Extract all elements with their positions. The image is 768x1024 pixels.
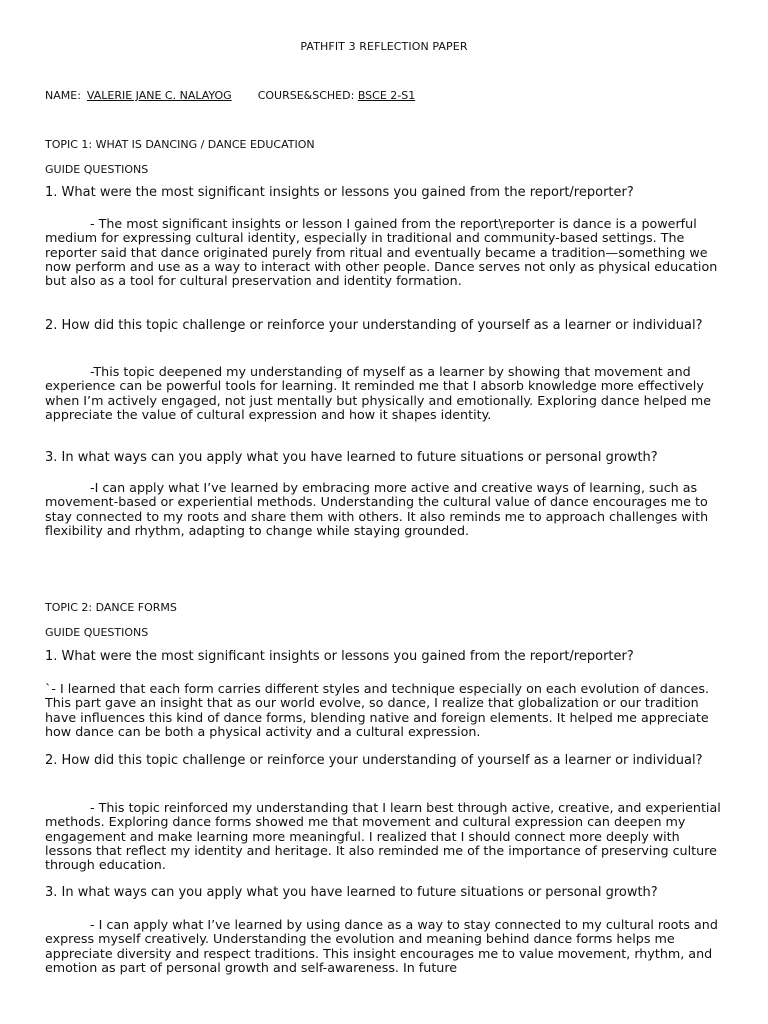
topic2-answer-3-text: - I can apply what I’ve learned by using dance as a way to stay connected to my cultural roots and express myself creatively. Understanding the evolution and meaning behind dance forms helps me appreciate diversity and respect traditions. This insight encourages me to value movement, rhythm, and emotion as part of personal growth and self-awareness. In future	[45, 917, 718, 975]
topic2-answer-2-text: - This topic reinforced my understanding that I learn best through active, creative, and experiential methods. Exploring dance forms showed me that movement and cultural expression can deepen my engagement and make learning more meaningful. I realized that I should connect more deeply with lessons that reflect my identity and heritage. It also reminded me of the importance of preserving culture through education.	[45, 800, 721, 873]
topic1-question-1: 1. What were the most significant insights or lessons you gained from the report/reporter?	[45, 185, 634, 200]
topic1-question-2: 2. How did this topic challenge or reinforce your understanding of yourself as a learner or individual?	[45, 318, 703, 333]
topic2-answer-1-text: `- I learned that each form carries different styles and technique especially on each evolution of dances. This part gave an insight that as our world evolve, so dance, I realize that globalization or our tradition have influences this kind of dance forms, blending native and foreign elements. It helped me appreciate how dance can be both a physical activity and a cultural expression.	[45, 681, 710, 739]
document-title: PATHFIT 3 REFLECTION PAPER	[300, 40, 468, 53]
topic2-guide-questions: GUIDE QUESTIONS	[45, 626, 149, 639]
topic1-answer-2	[45, 365, 729, 422]
course-label: COURSE&SCHED:	[257, 89, 355, 102]
topic2-heading: TOPIC 2: DANCE FORMS	[45, 601, 177, 614]
topic1-answer-3-text: -I can apply what I’ve learned by embracing more active and creative ways of learning, such as movement-based or experiential methods. Understanding the cultural value of dance encourages me to stay connected to my roots and share them with others. It also reminds me to approach challenges with flexibility and rhythm, adapting to change while staying grounded.	[45, 480, 709, 538]
course-value: BSCE 2-S1	[357, 89, 416, 102]
topic1-guide-questions: GUIDE QUESTIONS	[45, 163, 149, 176]
topic1-answer-1-text: - The most significant insights or lesson I gained from the report\reporter is dance is a powerful medium for expressing cultural identity, especially in traditional and community-based settings. The reporter said that dance originated purely from ritual and eventually became a tradition—something we now perform and use as a way to interact with other people. Dance serves not only as physical education but also as a tool for cultural preservation and identity formation.	[45, 216, 718, 289]
topic2-answer-3	[45, 918, 729, 975]
topic2-question-1: 1. What were the most significant insights or lessons you gained from the report/reporter?	[45, 649, 634, 664]
topic1-question-3: 3. In what ways can you apply what you have learned to future situations or personal growth?	[45, 450, 658, 465]
topic2-answer-1	[45, 682, 729, 739]
topic1-answer-2-text: -This topic deepened my understanding of myself as a learner by showing that movement and experience can be powerful tools for learning. It reminded me that I absorb knowledge more effectively when I’m actively engaged, not just mentally but physically and emotionally. Exploring dance helped me appreciate the value of cultural expression and how it shapes identity.	[45, 364, 712, 422]
name-course-row	[45, 89, 415, 102]
topic1-heading: TOPIC 1: WHAT IS DANCING / DANCE EDUCATION	[45, 138, 315, 151]
name-label: NAME:	[45, 89, 81, 102]
topic1-answer-1	[45, 217, 729, 288]
topic1-answer-3	[45, 481, 729, 538]
topic2-answer-2	[45, 801, 729, 872]
name-value: VALERIE JANE C. NALAYOG	[86, 89, 232, 102]
topic2-question-2: 2. How did this topic challenge or reinforce your understanding of yourself as a learner or individual?	[45, 753, 703, 768]
topic2-question-3: 3. In what ways can you apply what you have learned to future situations or personal growth?	[45, 885, 658, 900]
